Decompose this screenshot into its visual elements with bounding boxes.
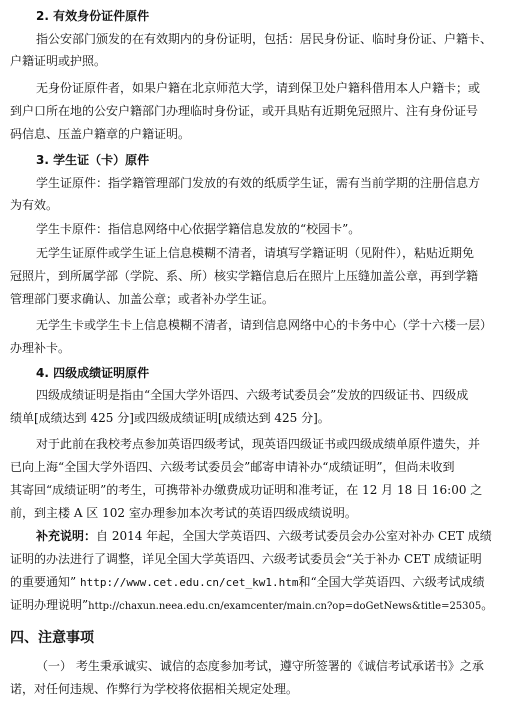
- paragraph-line: 前，到主楼 A 区 102 室办理参加本次考试的英语四级成绩说明。: [10, 506, 357, 520]
- cet-notice-link[interactable]: http://www.cet.edu.cn/cet_kw1.htm: [79, 576, 299, 589]
- paragraph-line: 管理部门要求确认、加盖公章；或者补办学生证。: [10, 292, 275, 306]
- supplement-text: 证明办理说明”: [10, 598, 89, 612]
- paragraph-line: 无身份证原件者，如果户籍在北京师范大学，请到保卫处户籍科借用本人户籍卡；或: [36, 81, 481, 95]
- paragraph-line: 四级成绩证明是指由“全国大学外语四、六级考试委员会”发放的四级证书、四级成: [36, 388, 469, 402]
- section-heading-id-documents: 2. 有效身份证件原件: [36, 9, 150, 23]
- paragraph-line: 无学生证原件或学生证上信息模糊不清者，请填写学籍证明（见附件），粘贴近期免: [36, 246, 475, 260]
- paragraph-line: 已向上海“全国大学外语四、六级考试委员会”邮寄申请补办“成绩证明”，但尚未收到: [10, 460, 455, 474]
- supplement-text: 自 2014 年起，全国大学英语四、六级考试委员会办公室对补办 CET 成绩: [96, 529, 492, 543]
- paragraph-line: 证明的办法进行了调整，详见全国大学英语四、六级考试委员会“关于补办 CET 成绩证明: [10, 552, 482, 566]
- paragraph-line: 到户口所在地的公安户籍部门办理临时身份证，或开具贴有近期免冠照片、注有身份证号: [10, 104, 479, 118]
- paragraph-line: 指公安部门颁发的在有效期内的身份证明，包括：居民身份证、临时身份证、户籍卡、: [36, 32, 493, 46]
- paragraph-line: 无学生卡或学生卡上信息模糊不清者，请到信息网络中心的卡务中心（学十六楼一层）: [36, 318, 493, 332]
- supplement-url-line: [10, 597, 495, 615]
- paragraph-line: （一） 考生秉承诚实、诚信的态度参加考试，遵守所签署的《诚信考试承诺书》之承: [36, 659, 484, 673]
- paragraph-line: 对于此前在我校考点参加英语四级考试，现英语四级证书或四级成绩单原件遗失，并: [36, 437, 481, 451]
- paragraph-line: 码信息、压盖户籍章的户籍证明。: [10, 127, 191, 141]
- neea-link[interactable]: http://chaxun.neea.edu.cn/examcenter/main.cn?op=doGetNews&title=25305: [88, 601, 482, 612]
- paragraph-line: 户籍证明或护照。: [10, 54, 107, 68]
- supplement-url-line: [10, 574, 495, 591]
- paragraph-line: 冠照片，到所属学部（学院、系、所）核实学籍信息后在照片上压缝加盖公章，再到学籍: [10, 269, 479, 283]
- section-heading-notes: 四、注意事项: [10, 630, 94, 646]
- supplement-text: 的重要通知”: [10, 575, 77, 589]
- paragraph-line: 为有效。: [10, 198, 59, 212]
- paragraph-line: 绩单[成绩达到 425 分]或四级成绩证明[成绩达到 425 分]。: [10, 411, 330, 425]
- paragraph-line: 学生证原件：指学籍管理部门发放的有效的纸质学生证，需有当前学期的注册信息方: [36, 176, 481, 190]
- paragraph-line: 学生卡原件：指信息网络中心依据学籍信息发放的“校园卡”。: [36, 222, 361, 236]
- supplement-label: 补充说明：: [36, 529, 97, 543]
- section-heading-cet4: 4. 四级成绩证明原件: [36, 366, 150, 380]
- supplement-text: 。: [481, 598, 494, 612]
- section-heading-student-id: 3. 学生证（卡）原件: [36, 153, 150, 167]
- paragraph-line: 办理补卡。: [10, 341, 71, 355]
- paragraph-line: 诺，对任何违规、作弊行为学校将依据相关规定处理。: [10, 682, 299, 696]
- paragraph-line: 其寄回“成绩证明”的考生，可携带补办缴费成功证明和准考证，在 12 月 18 日 16:00 之: [10, 483, 483, 497]
- supplement-line: [36, 528, 521, 544]
- supplement-text: 和“全国大学英语四、六级考试成绩: [298, 575, 485, 589]
